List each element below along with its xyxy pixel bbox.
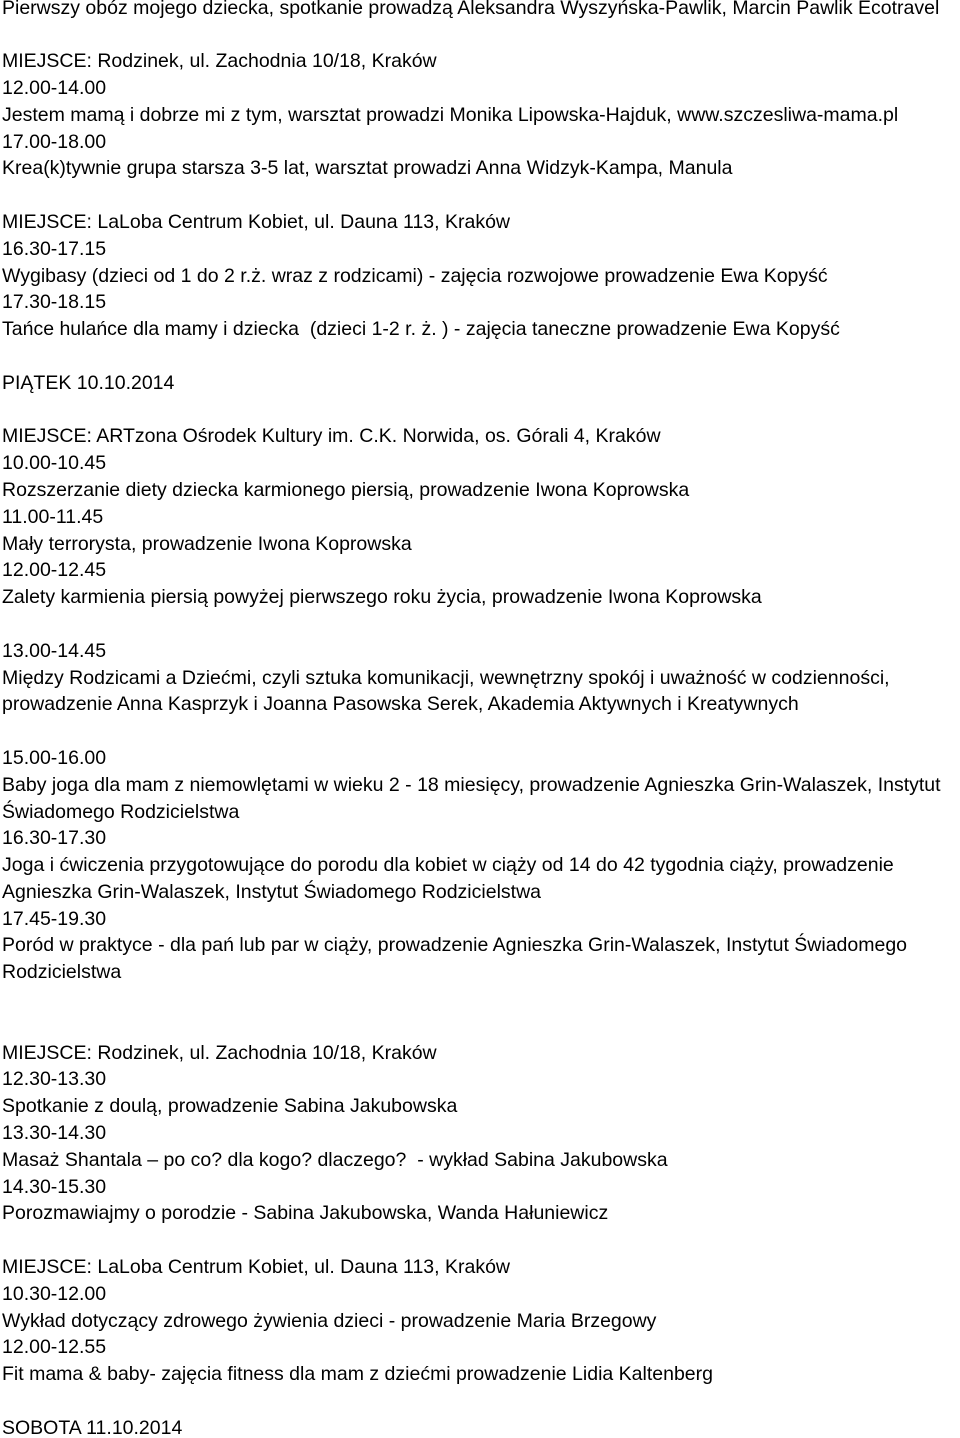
session xyxy=(2,236,960,290)
venue-block xyxy=(2,48,960,182)
session xyxy=(2,504,960,558)
session xyxy=(2,825,960,905)
session-time: 12.00-12.45 xyxy=(2,559,107,582)
session xyxy=(2,450,960,504)
session-title: Wykład dotyczący zdrowego żywienia dzieci - prowadzenie Maria Brzegowy xyxy=(2,1309,657,1332)
session-time: 16.30-17.15 xyxy=(2,237,107,260)
venue-block xyxy=(2,423,960,986)
session-title-line: Świadomego Rodzicielstwa xyxy=(2,800,240,823)
session-title-line: Joga i ćwiczenia przygotowujące do porodu dla kobiet w ciąży od 14 do 42 tygodnia ciąży, prowadzenie xyxy=(2,854,894,877)
session-title: Porozmawiajmy o porodzie - Sabina Jakubowska, Wanda Hałuniewicz xyxy=(2,1202,609,1225)
venue-block xyxy=(2,1040,960,1228)
session-time: 12.00-12.55 xyxy=(2,1336,107,1359)
session xyxy=(2,1281,960,1335)
session xyxy=(2,638,960,718)
venue-block xyxy=(2,0,960,21)
venue-block xyxy=(2,209,960,343)
venue-heading: MIEJSCE: Rodzinek, ul. Zachodnia 10/18, Kraków xyxy=(2,1041,437,1064)
session-time: 14.30-15.30 xyxy=(2,1175,107,1198)
session-title: Zalety karmienia piersią powyżej pierwszego roku życia, prowadzenie Iwona Koprowska xyxy=(2,586,762,609)
session xyxy=(2,1066,960,1120)
session-title: Jestem mamą i dobrze mi z tym, warsztat prowadzi Monika Lipowska-Hajduk, www.szczesliwa-mama.pl xyxy=(2,103,899,126)
session xyxy=(2,557,960,611)
session-title: Spotkanie z doulą, prowadzenie Sabina Jakubowska xyxy=(2,1095,458,1118)
venue-block xyxy=(2,1254,960,1388)
session-time: 12.00-14.00 xyxy=(2,76,107,99)
session-time: 13.00-14.45 xyxy=(2,639,107,662)
session xyxy=(2,906,960,986)
session-title-line: Baby joga dla mam z niemowlętami w wieku 2 - 18 miesięcy, prowadzenie Agnieszka Grin-Walaszek, Instytut xyxy=(2,773,941,796)
session xyxy=(2,1334,960,1388)
day-heading: PIĄTEK 10.10.2014 xyxy=(2,371,175,394)
session-time: 15.00-16.00 xyxy=(2,746,107,769)
venue-heading: MIEJSCE: Rodzinek, ul. Zachodnia 10/18, Kraków xyxy=(2,50,437,73)
session xyxy=(2,0,960,21)
session-title-line: prowadzenie Anna Kasprzyk i Joanna Pasowska Serek, Akademia Aktywnych i Kreatywnych xyxy=(2,693,799,716)
session-title-line: Poród w praktyce - dla pań lub par w ciąży, prowadzenie Agnieszka Grin-Walaszek, Instytut Świadomego xyxy=(2,934,908,957)
session-title-line: Rodzicielstwa xyxy=(2,961,122,984)
venue-heading: MIEJSCE: ARTzona Ośrodek Kultury im. C.K. Norwida, os. Górali 4, Kraków xyxy=(2,425,661,448)
session-time: 13.30-14.30 xyxy=(2,1122,107,1145)
session-title: Mały terrorysta, prowadzenie Iwona Koprowska xyxy=(2,532,412,555)
day-heading: SOBOTA 11.10.2014 xyxy=(2,1416,183,1438)
session-title-line: Między Rodzicami a Dziećmi, czyli sztuka komunikacji, wewnętrzny spokój i uważność w codzienności, xyxy=(2,666,890,689)
session xyxy=(2,1174,960,1228)
day-section xyxy=(2,0,960,343)
session-title: Rozszerzanie diety dziecka karmionego piersią, prowadzenie Iwona Koprowska xyxy=(2,478,690,501)
session-time: 16.30-17.30 xyxy=(2,827,107,850)
session-time: 17.45-19.30 xyxy=(2,907,107,930)
venue-heading: MIEJSCE: LaLoba Centrum Kobiet, ul. Dauna 113, Kraków xyxy=(2,1256,510,1279)
session-time: 17.30-18.15 xyxy=(2,291,107,314)
venue-heading: MIEJSCE: LaLoba Centrum Kobiet, ul. Dauna 113, Kraków xyxy=(2,210,510,233)
session xyxy=(2,1120,960,1174)
session-time: 12.30-13.30 xyxy=(2,1068,107,1091)
session-title: Tańce hulańce dla mamy i dziecka (dzieci 1-2 r. ż. ) - zajęcia taneczne prowadzenie Ewa Kopyść xyxy=(2,318,840,341)
session-title: Masaż Shantala – po co? dla kogo? dlaczego? - wykład Sabina Jakubowska xyxy=(2,1148,668,1171)
day-section xyxy=(2,1415,960,1438)
session xyxy=(2,129,960,183)
session-time: 10.30-12.00 xyxy=(2,1282,107,1305)
session-time: 17.00-18.00 xyxy=(2,130,107,153)
session-title-line: Agnieszka Grin-Walaszek, Instytut Świadomego Rodzicielstwa xyxy=(2,880,541,903)
session-title: Krea(k)tywnie grupa starsza 3-5 lat, warsztat prowadzi Anna Widzyk-Kampa, Manula xyxy=(2,157,733,180)
session xyxy=(2,289,960,343)
day-section xyxy=(2,370,960,1388)
session-title: Wygibasy (dzieci od 1 do 2 r.ż. wraz z rodzicami) - zajęcia rozwojowe prowadzenie Ewa Kopyść xyxy=(2,264,828,287)
session-title: Pierwszy obóz mojego dziecka, spotkanie prowadzą Aleksandra Wyszyńska-Pawlik, Marcin Pawlik Ecotravel xyxy=(2,0,940,19)
session xyxy=(2,745,960,825)
session xyxy=(2,75,960,129)
session-title: Fit mama & baby- zajęcia fitness dla mam z dziećmi prowadzenie Lidia Kaltenberg xyxy=(2,1363,713,1386)
session-time: 10.00-10.45 xyxy=(2,452,107,475)
session-time: 11.00-11.45 xyxy=(2,505,104,528)
